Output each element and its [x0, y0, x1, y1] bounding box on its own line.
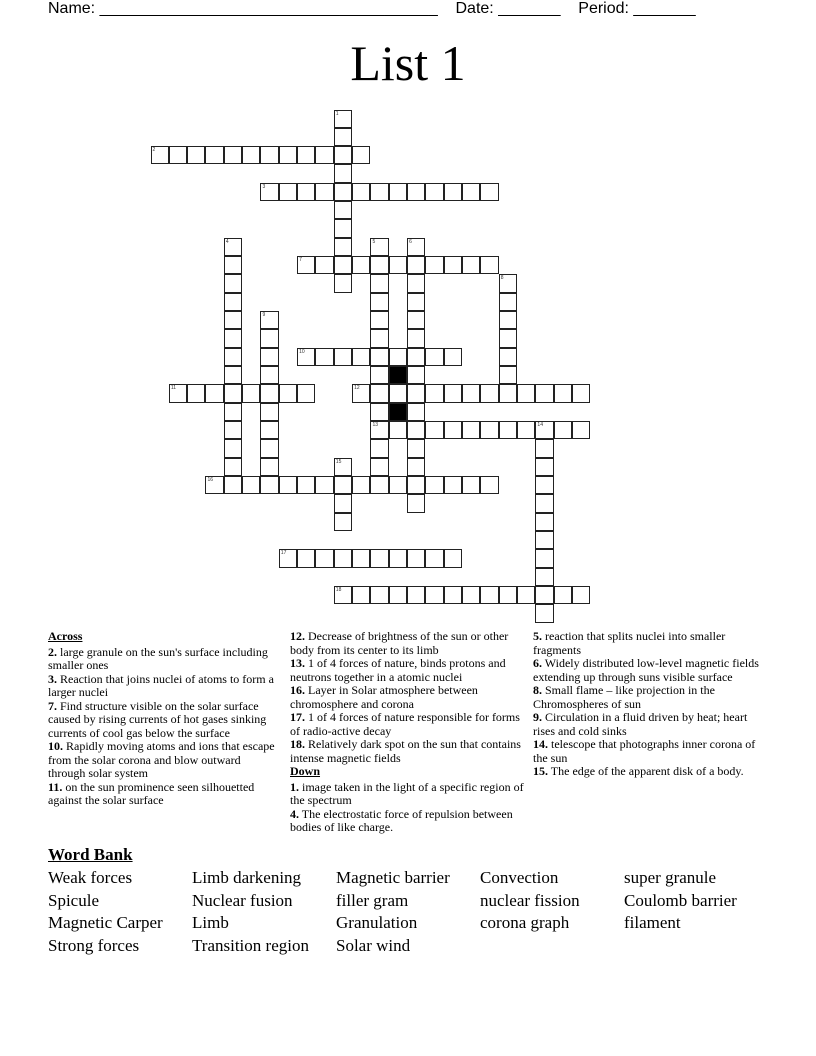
grid-cell[interactable]: [334, 128, 352, 146]
grid-cell[interactable]: [444, 476, 462, 494]
grid-cell[interactable]: [260, 311, 278, 329]
grid-cell[interactable]: [499, 586, 517, 604]
word-bank-item: nuclear fission: [480, 890, 580, 910]
grid-cell[interactable]: [407, 384, 425, 402]
grid-cell[interactable]: [499, 293, 517, 311]
clue-item: [290, 808, 524, 835]
word-bank-item: Transition region: [192, 935, 309, 955]
grid-cell[interactable]: [407, 421, 425, 439]
clue-number: 13: [372, 422, 379, 429]
grid-cell[interactable]: [297, 549, 315, 567]
clue-text: Reaction that joins nuclei of atoms to form a larger nuclei: [48, 671, 274, 699]
grid-cell[interactable]: [297, 183, 315, 201]
grid-cell[interactable]: [389, 476, 407, 494]
grid-cell[interactable]: [334, 238, 352, 256]
grid-cell[interactable]: [462, 421, 480, 439]
down-heading: Down: [290, 764, 321, 778]
grid-cell[interactable]: [297, 146, 315, 164]
grid-cell[interactable]: [444, 183, 462, 201]
grid-cell[interactable]: [517, 421, 535, 439]
grid-cell[interactable]: [425, 384, 443, 402]
grid-cell[interactable]: [315, 146, 333, 164]
clue-num: 3.: [48, 671, 57, 686]
word-bank-item: Magnetic barrier: [336, 868, 450, 887]
clue-text: The electrostatic force of repulsion between bodies of like charge.: [290, 806, 513, 834]
grid-cell[interactable]: [407, 293, 425, 311]
grid-cell[interactable]: [535, 384, 553, 402]
grid-cell[interactable]: [352, 476, 370, 494]
grid-cell[interactable]: [370, 329, 388, 347]
grid-cell[interactable]: [462, 476, 480, 494]
grid-cell[interactable]: [389, 421, 407, 439]
clue-number: 8: [500, 275, 504, 282]
grid-cell[interactable]: [260, 183, 278, 201]
grid-cell[interactable]: [187, 146, 205, 164]
grid-cell[interactable]: [370, 366, 388, 384]
grid-cell[interactable]: [425, 421, 443, 439]
grid-cell[interactable]: [480, 256, 498, 274]
clue-text: Decrease of brightness of the sun or other body from its center to its limb: [290, 629, 509, 657]
grid-cell[interactable]: [224, 384, 242, 402]
word-bank-item: Spicule: [48, 890, 99, 910]
clue-num: 8.: [533, 683, 542, 697]
grid-cell[interactable]: [407, 439, 425, 457]
word-bank: [48, 868, 768, 958]
clue-item: [533, 765, 769, 779]
grid-cell[interactable]: [187, 384, 205, 402]
word-bank-item: corona graph: [480, 913, 570, 933]
grid-cell[interactable]: [279, 384, 297, 402]
clue-text: Small flame – like projection in the Chromospheres of sun: [533, 683, 715, 711]
grid-cell[interactable]: [370, 238, 388, 256]
grid-cell[interactable]: [297, 384, 315, 402]
grid-cell[interactable]: [499, 329, 517, 347]
grid-cell[interactable]: [334, 219, 352, 237]
word-bank-item: Limb: [192, 913, 229, 933]
grid-cell[interactable]: [407, 403, 425, 421]
grid-cell[interactable]: [444, 384, 462, 402]
clue-num: 17.: [290, 710, 305, 724]
grid-cell[interactable]: [260, 458, 278, 476]
clue-item: [533, 684, 769, 711]
clue-text: Relatively dark spot on the sun that contains intense magnetic fields: [290, 737, 521, 765]
grid-cell[interactable]: [205, 146, 223, 164]
clue-number: 14: [537, 422, 543, 429]
clue-text: Rapidly moving atoms and ions that escape from the solar corona and blow outward through solar system: [48, 739, 275, 780]
grid-cell[interactable]: [352, 256, 370, 274]
grid-cell[interactable]: [352, 348, 370, 366]
clue-number: 12: [354, 385, 360, 392]
grid-cell[interactable]: [370, 274, 388, 292]
grid-cell[interactable]: [224, 293, 242, 311]
grid-cell[interactable]: [297, 348, 315, 366]
grid-cell[interactable]: [260, 421, 278, 439]
grid-cell[interactable]: [315, 183, 333, 201]
clue-item: [290, 711, 524, 738]
grid-cell[interactable]: [389, 549, 407, 567]
grid-cell[interactable]: [334, 164, 352, 182]
clue-item: [48, 673, 276, 700]
grid-cell[interactable]: [370, 293, 388, 311]
grid-cell[interactable]: [224, 329, 242, 347]
clue-num: 7.: [48, 698, 57, 713]
grid-cell[interactable]: [334, 274, 352, 292]
word-bank-item: Weak forces: [48, 868, 133, 887]
word-bank-item: Nuclear fusion: [192, 890, 293, 910]
grid-cell[interactable]: [352, 183, 370, 201]
grid-cell[interactable]: [352, 586, 370, 604]
grid-cell[interactable]: [352, 146, 370, 164]
grid-cell[interactable]: [370, 439, 388, 457]
grid-cell[interactable]: [334, 110, 352, 128]
clue-number: 18: [335, 587, 342, 594]
grid-cell[interactable]: [315, 476, 333, 494]
grid-cell[interactable]: [370, 458, 388, 476]
grid-cell[interactable]: [535, 494, 553, 512]
grid-cell[interactable]: [480, 183, 498, 201]
word-bank-item: super granule: [624, 868, 717, 887]
grid-cell[interactable]: [407, 183, 425, 201]
grid-cell[interactable]: [334, 586, 352, 604]
grid-cell[interactable]: [370, 586, 388, 604]
black-cell: [389, 366, 407, 384]
grid-cell[interactable]: [407, 476, 425, 494]
grid-cell[interactable]: [334, 201, 352, 219]
grid-cell[interactable]: [462, 256, 480, 274]
grid-cell[interactable]: [535, 513, 553, 531]
crossword-grid: [151, 110, 611, 630]
grid-cell[interactable]: [499, 421, 517, 439]
grid-cell[interactable]: [407, 256, 425, 274]
clue-number: 17: [280, 550, 287, 557]
grid-cell[interactable]: [224, 348, 242, 366]
clue-number: 3: [262, 183, 266, 190]
grid-cell[interactable]: [425, 256, 443, 274]
header: [48, 0, 696, 18]
grid-cell[interactable]: [334, 513, 352, 531]
clue-number: 5: [372, 238, 376, 245]
grid-cell[interactable]: [572, 586, 590, 604]
grid-cell[interactable]: [370, 311, 388, 329]
word-bank-item: filament: [624, 913, 681, 933]
grid-cell[interactable]: [407, 586, 425, 604]
grid-cell[interactable]: [224, 238, 242, 256]
grid-cell[interactable]: [169, 384, 187, 402]
clue-num: 2.: [48, 644, 57, 659]
clue-number: 1: [335, 110, 339, 117]
clue-item: [290, 684, 524, 711]
clue-num: 14.: [533, 737, 548, 751]
grid-cell[interactable]: [370, 256, 388, 274]
across-heading: Across: [48, 629, 83, 643]
grid-cell[interactable]: [480, 586, 498, 604]
grid-cell[interactable]: [260, 476, 278, 494]
clues-column-1: [48, 630, 276, 808]
grid-cell[interactable]: [572, 384, 590, 402]
grid-cell[interactable]: [517, 586, 535, 604]
grid-cell[interactable]: [554, 421, 572, 439]
clue-number: 15: [335, 458, 342, 465]
clue-item: [48, 781, 276, 808]
grid-cell[interactable]: [535, 586, 553, 604]
grid-cell[interactable]: [535, 421, 553, 439]
grid-cell[interactable]: [279, 146, 297, 164]
grid-cell[interactable]: [535, 549, 553, 567]
clue-num: 5.: [533, 629, 542, 643]
clue-num: 10.: [48, 739, 63, 753]
grid-cell[interactable]: [224, 421, 242, 439]
grid-cell[interactable]: [279, 476, 297, 494]
grid-cell[interactable]: [499, 366, 517, 384]
grid-cell[interactable]: [370, 183, 388, 201]
grid-cell[interactable]: [389, 384, 407, 402]
grid-cell[interactable]: [535, 604, 553, 622]
clue-text: reaction that splits nuclei into smaller fragments: [533, 629, 726, 657]
grid-cell[interactable]: [242, 476, 260, 494]
clue-item: [290, 657, 524, 684]
grid-cell[interactable]: [407, 274, 425, 292]
clues-column-3: [533, 630, 769, 779]
grid-cell[interactable]: [499, 311, 517, 329]
grid-cell[interactable]: [224, 458, 242, 476]
word-bank-item: Magnetic Carper: [48, 913, 163, 933]
grid-cell[interactable]: [224, 311, 242, 329]
grid-cell[interactable]: [370, 421, 388, 439]
grid-cell[interactable]: [224, 256, 242, 274]
grid-cell[interactable]: [389, 348, 407, 366]
grid-cell[interactable]: [554, 586, 572, 604]
word-bank-item: filler gram: [336, 890, 409, 910]
grid-cell[interactable]: [205, 476, 223, 494]
clue-num: 15.: [533, 764, 548, 778]
grid-cell[interactable]: [535, 531, 553, 549]
grid-cell[interactable]: [352, 549, 370, 567]
grid-cell[interactable]: [407, 366, 425, 384]
grid-cell[interactable]: [224, 146, 242, 164]
clue-number: 7: [299, 257, 302, 264]
clue-text: 1 of 4 forces of nature, binds protons and neutrons together in a atomic nuclei: [290, 656, 506, 684]
clue-item: [533, 657, 769, 684]
grid-cell[interactable]: [480, 476, 498, 494]
word-bank-item: Strong forces: [48, 935, 140, 955]
word-bank-title: Word Bank: [48, 845, 133, 864]
clue-number: 2: [152, 147, 156, 154]
grid-cell[interactable]: [334, 549, 352, 567]
grid-cell[interactable]: [334, 458, 352, 476]
name-field-label: Name: ______________________________________: [48, 0, 438, 17]
clue-num: 6.: [533, 656, 542, 670]
grid-cell[interactable]: [224, 403, 242, 421]
grid-cell[interactable]: [407, 458, 425, 476]
grid-cell[interactable]: [462, 586, 480, 604]
clue-num: 9.: [533, 710, 542, 724]
grid-cell[interactable]: [389, 256, 407, 274]
clue-number: 4: [225, 238, 229, 245]
clue-number: 10: [299, 348, 305, 355]
grid-cell[interactable]: [535, 568, 553, 586]
clue-text: Circulation in a fluid driven by heat; heart rises and cold sinks: [533, 710, 748, 738]
clue-number: 9: [262, 312, 266, 319]
clue-item: [533, 711, 769, 738]
grid-cell[interactable]: [169, 146, 187, 164]
date-field-label: Date: _______: [455, 0, 561, 17]
grid-cell[interactable]: [425, 348, 443, 366]
word-bank-item: Limb darkening: [192, 868, 302, 887]
clue-item: [48, 740, 276, 781]
grid-cell[interactable]: [425, 549, 443, 567]
grid-cell[interactable]: [224, 439, 242, 457]
grid-cell[interactable]: [370, 476, 388, 494]
grid-cell[interactable]: [297, 476, 315, 494]
clue-text: Widely distributed low-level magnetic fields extending up through suns visible surface: [533, 656, 759, 684]
grid-cell[interactable]: [499, 384, 517, 402]
grid-cell[interactable]: [425, 586, 443, 604]
grid-cell[interactable]: [260, 366, 278, 384]
grid-cell[interactable]: [334, 146, 352, 164]
clue-num: 18.: [290, 737, 305, 751]
grid-cell[interactable]: [535, 476, 553, 494]
grid-cell[interactable]: [224, 274, 242, 292]
grid-cell[interactable]: [554, 384, 572, 402]
grid-cell[interactable]: [224, 366, 242, 384]
grid-cell[interactable]: [572, 421, 590, 439]
clue-num: 1.: [290, 779, 299, 794]
word-bank-item: Coulomb barrier: [624, 890, 737, 910]
clue-num: 16.: [290, 683, 305, 697]
grid-cell[interactable]: [407, 549, 425, 567]
grid-cell[interactable]: [444, 549, 462, 567]
grid-cell[interactable]: [444, 586, 462, 604]
clue-text: telescope that photographs inner corona of the sun: [533, 737, 756, 765]
grid-cell[interactable]: [499, 348, 517, 366]
black-cell: [389, 403, 407, 421]
grid-cell[interactable]: [151, 146, 169, 164]
grid-cell[interactable]: [499, 274, 517, 292]
grid-cell[interactable]: [205, 384, 223, 402]
grid-cell[interactable]: [480, 421, 498, 439]
clue-text: 1 of 4 forces of nature responsible for forms of radio-active decay: [290, 710, 520, 738]
grid-cell[interactable]: [370, 549, 388, 567]
word-bank-item: Granulation: [336, 913, 418, 933]
grid-cell[interactable]: [260, 348, 278, 366]
grid-cell[interactable]: [425, 183, 443, 201]
word-bank-item: Convection: [480, 868, 559, 887]
clue-item: [48, 700, 276, 741]
grid-cell[interactable]: [370, 403, 388, 421]
period-field-label: Period: _______: [578, 0, 696, 17]
clue-text: large granule on the sun's surface including smaller ones: [48, 644, 268, 672]
grid-cell[interactable]: [407, 348, 425, 366]
clue-number: 11: [170, 385, 177, 392]
grid-cell[interactable]: [407, 494, 425, 512]
grid-cell[interactable]: [389, 586, 407, 604]
grid-cell[interactable]: [334, 183, 352, 201]
clue-number: 6: [409, 238, 412, 245]
grid-cell[interactable]: [279, 549, 297, 567]
grid-cell[interactable]: [224, 476, 242, 494]
grid-cell[interactable]: [407, 329, 425, 347]
word-bank-item: Solar wind: [336, 935, 411, 955]
grid-cell[interactable]: [315, 549, 333, 567]
grid-cell[interactable]: [462, 183, 480, 201]
page-title: List 1: [350, 35, 466, 91]
clue-num: 12.: [290, 629, 305, 643]
clue-text: on the sun prominence seen silhouetted against the solar surface: [48, 779, 255, 807]
grid-cell[interactable]: [260, 403, 278, 421]
clue-num: 4.: [290, 806, 299, 821]
grid-cell[interactable]: [260, 384, 278, 402]
grid-cell[interactable]: [535, 458, 553, 476]
clue-text: Layer in Solar atmosphere between chromosphere and corona: [290, 683, 478, 711]
grid-cell[interactable]: [242, 384, 260, 402]
grid-cell[interactable]: [407, 238, 425, 256]
grid-cell[interactable]: [444, 256, 462, 274]
clue-item: [290, 630, 524, 657]
clue-item: [533, 738, 769, 765]
clues-column-2: [290, 630, 524, 835]
grid-cell[interactable]: [370, 348, 388, 366]
clue-item: [533, 630, 769, 657]
grid-cell[interactable]: [535, 439, 553, 457]
grid-cell[interactable]: [260, 146, 278, 164]
grid-cell[interactable]: [334, 476, 352, 494]
grid-cell[interactable]: [334, 256, 352, 274]
grid-cell[interactable]: [315, 348, 333, 366]
clue-text: image taken in the light of a specific region of the spectrum: [290, 779, 524, 807]
clue-item: [48, 646, 276, 673]
grid-cell[interactable]: [242, 146, 260, 164]
grid-cell[interactable]: [389, 183, 407, 201]
clue-text: Find structure visible on the solar surface caused by rising currents of hot gases sinking currents of cool gas below the surface: [48, 698, 267, 740]
grid-cell[interactable]: [260, 329, 278, 347]
grid-cell[interactable]: [279, 183, 297, 201]
grid-cell[interactable]: [297, 256, 315, 274]
grid-cell[interactable]: [462, 384, 480, 402]
clue-text: The edge of the apparent disk of a body.: [550, 764, 744, 778]
grid-cell[interactable]: [517, 384, 535, 402]
grid-cell[interactable]: [260, 439, 278, 457]
grid-cell[interactable]: [370, 384, 388, 402]
clue-item: [290, 781, 524, 808]
grid-cell[interactable]: [334, 494, 352, 512]
grid-cell[interactable]: [315, 256, 333, 274]
clue-num: 11.: [48, 779, 63, 794]
grid-cell[interactable]: [352, 384, 370, 402]
clue-num: 13.: [290, 656, 305, 670]
grid-cell[interactable]: [425, 476, 443, 494]
grid-cell[interactable]: [407, 311, 425, 329]
grid-cell[interactable]: [444, 348, 462, 366]
clue-item: [290, 738, 524, 765]
clue-number: 16: [207, 477, 214, 484]
grid-cell[interactable]: [334, 348, 352, 366]
grid-cell[interactable]: [480, 384, 498, 402]
grid-cell[interactable]: [444, 421, 462, 439]
